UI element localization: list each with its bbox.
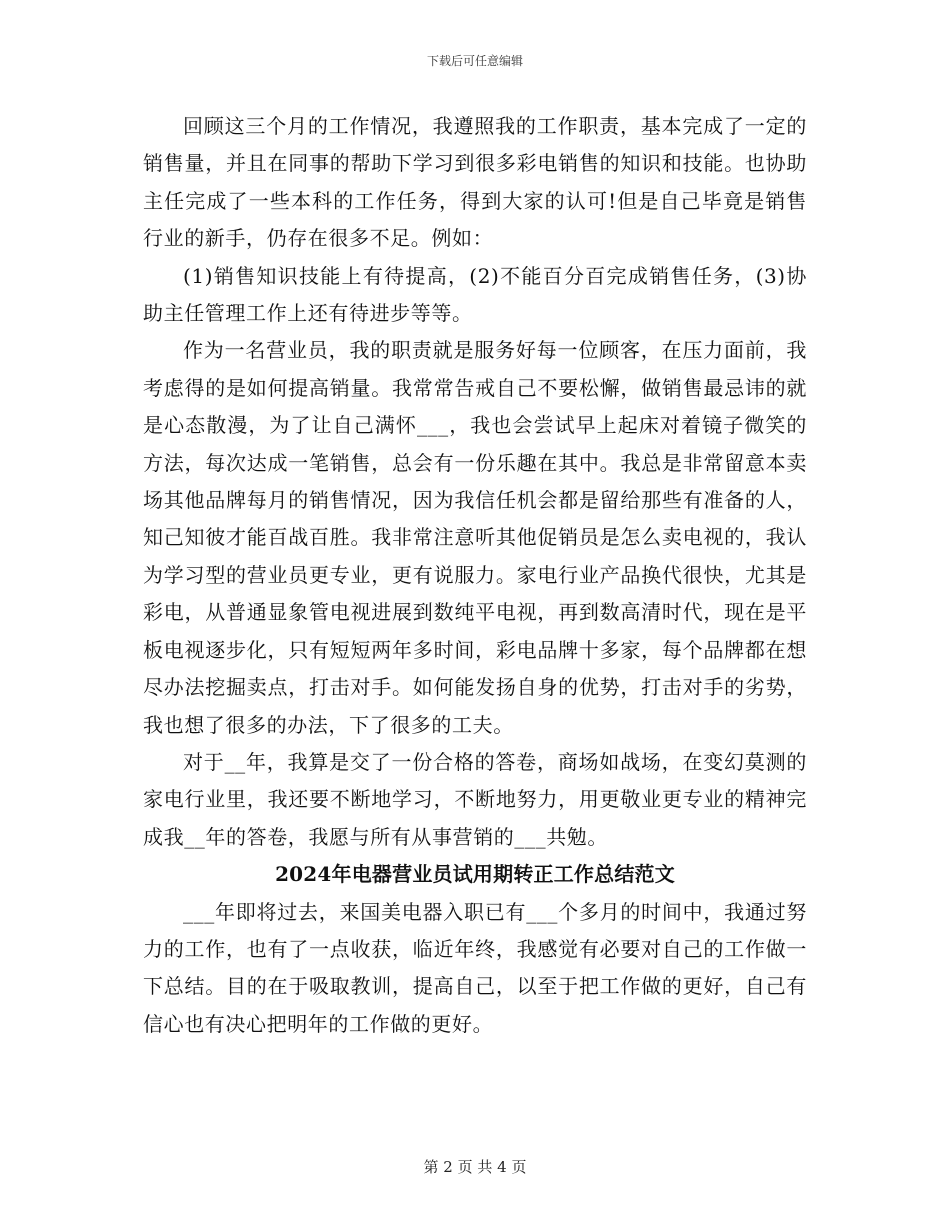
paragraph-duties: 作为一名营业员，我的职责就是服务好每一位顾客，在压力面前，我考虑得的是如何提高销量。我常常告戒自己不要松懈，做销售最忌讳的就是心态散漫，为了让自己满怀___，我也会尝试早上起床对着镜子微笑的方法，每次达成一笔销售，总会有一份乐趣在其中。我总是非常留意本卖场其他品牌每月的销售情况，因为我信任机会都是留给那些有准备的人，知己知彼才能百战百胜。我非常注意听其他促销员是怎么卖电视的，我认为学习型的营业员更专业，更有说服力。家电行业产品换代很快，尤其是彩电，从普通显象管电视进展到数纯平电视，再到数高清时代，现在是平板电视逐步化，只有短短两年多时间，彩电品牌十多家，每个品牌都在想尽办法挖掘卖点，打击对手。如何能发扬自身的优势，打击对手的劣势，我也想了很多的办法，下了很多的工夫。 [143, 338, 807, 737]
document-body [143, 108, 807, 1043]
paragraph-shortcomings: (1)销售知识技能上有待提高，(2)不能百分百完成销售任务，(3)协助主任管理工作上还有待进步等等。 [143, 263, 807, 326]
paragraph-section-intro: ___年即将过去，来国美电器入职已有___个多月的时间中，我通过努力的工作，也有了一点收获，临近年终，我感觉有必要对自己的工作做一下总结。目的在于吸取教训，提高自己，以至于把工作做的更好，自己有信心也有决心把明年的工作做的更好。 [143, 899, 807, 1036]
section-title: 2024年电器营业员试用期转正工作总结范文 [275, 862, 675, 887]
page-header: 下载后可任意编辑 [426, 54, 523, 68]
page-number: 第 2 页 共 4 页 [423, 1158, 527, 1176]
paragraph-review: 回顾这三个月的工作情况，我遵照我的工作职责，基本完成了一定的销售量，并且在同事的帮助下学习到很多彩电销售的知识和技能。也协助主任完成了一些本科的工作任务，得到大家的认可!但是自己毕竟是销售行业的新手，仍存在很多不足。例如： [143, 114, 807, 251]
paragraph-conclusion: 对于__年，我算是交了一份合格的答卷，商场如战场，在变幻莫测的家电行业里，我还要不断地学习，不断地努力，用更敬业更专业的精神完成我__年的答卷，我愿与所有从事营销的___共勉。 [143, 749, 807, 849]
